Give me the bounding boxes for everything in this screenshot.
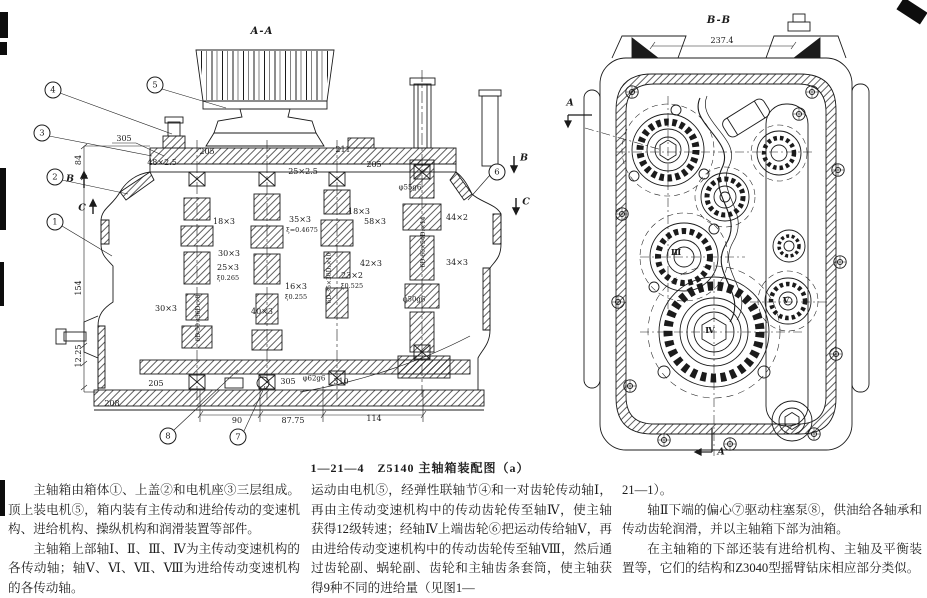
text-column-2 [311,481,612,598]
balloon-callout: 7 [230,429,247,446]
scan-smudge [0,42,7,55]
dimension-label: 40×3 [251,308,273,316]
dimension-label: 208 [104,400,119,408]
dimension-label: 34×3 [446,259,468,267]
dimension-label: 205 [366,161,381,169]
dimension-label: 25×2.5 [288,168,318,176]
figure-caption: 1—21—4 Z5140 主轴箱装配图（a） [190,459,650,476]
dimension-label: 205 [148,380,163,388]
dimension-label: 25×3 [217,264,239,272]
dimension-label: 6D-35×30D₁×10 [327,253,333,304]
dimension-label: 35×3 [289,216,311,224]
dimension-label: 23×2 [341,272,363,280]
paragraph-text: 在主轴箱的下部还装有进给机构、主轴及平衡装置等，它们的结构和Z3040型摇臂钻床相应部分类似。 [622,540,922,579]
dimension-label: 310 [333,378,348,386]
dimension-label: 16×3 [285,283,307,291]
left-section-view [49,50,519,431]
dimension-label: Ⅴ [783,297,790,306]
dimension-label: 114 [366,415,381,423]
dimension-label: Ⅳ [705,327,715,336]
right-plan-view [565,14,869,456]
dimension-label: 6D-60×54D₁×14 [421,217,427,268]
dimension-label: 12.25 [75,345,83,368]
dimension-label: 30×3 [218,250,240,258]
paragraph-text: 主轴箱上部轴Ⅰ、Ⅱ、Ⅲ、Ⅳ为主传动变速机构的各传动轴；轴Ⅴ、Ⅵ、Ⅶ、Ⅷ为进给传动变速机构的各传动轴。 [8,540,300,598]
dimension-label: 305 [116,135,131,143]
dimension-label: 48×2.5 [147,159,177,167]
dimension-label: φ50g6 [403,297,426,304]
text-column-1 [8,481,300,598]
dimension-label: B [520,153,528,163]
paragraph-text: 轴Ⅱ下端的偏心⑦驱动柱塞泵⑧，供油给各轴承和传动齿轮润滑，并以主轴箱下部为油箱。 [622,501,922,540]
dimension-label: ξ0.265 [217,275,239,282]
balloon-callout: 5 [147,77,164,94]
dimension-label: ξ0.255 [285,294,307,301]
dimension-label: 58×3 [364,218,386,226]
dimension-label: 44×2 [446,214,468,222]
dimension-label: Ⅲ [671,249,681,258]
dimension-label: 305 [280,378,295,386]
dimension-label: 154 [75,280,83,295]
dimension-label: C [78,203,86,213]
dimension-label: 30×3 [155,305,177,313]
dimension-label: φ55g6 [399,185,422,192]
dimension-label: 87.75 [282,417,305,425]
balloon-callout: 4 [45,82,62,99]
dimension-label: 211 [335,146,350,154]
dimension-label: 18×3 [348,208,370,216]
balloon-callout: 8 [160,428,177,445]
dimension-label: φ62g6 [303,376,326,383]
dimension-label: B [66,174,74,184]
scan-smudge [0,168,6,230]
text-column-3 [622,481,922,579]
scan-smudge [0,262,4,306]
paragraph-text: 21—1）。 [622,481,922,501]
dimension-label: C [522,197,530,207]
dimension-label: 42×3 [360,260,382,268]
scan-smudge [0,480,5,516]
balloon-callout: 1 [47,214,64,231]
dimension-label: ξ0.525 [341,283,363,290]
dimension-label: A-A [251,27,274,37]
balloon-callout: 2 [47,169,64,186]
paragraph-text: 主轴箱由箱体①、上盖②和电机座③三层组成。顶上装电机⑤，箱内装有主传动和进给传动的变速机构、进给机构、操纵机构和润滑装置等部件。 [8,481,300,540]
dimension-label: A [566,98,573,108]
balloon-callout: 6 [489,164,506,181]
dimension-label: 205 [199,148,214,156]
dimension-label: 18×3 [213,218,235,226]
scan-smudge [0,12,8,38]
dimension-label: A [717,447,724,457]
dimension-label: 90 [232,417,242,425]
balloon-callout: 3 [34,125,51,142]
dimension-label: 6D-30×36D₁×8 [196,294,202,341]
dimension-label: 84 [75,155,83,165]
paragraph-text: 运动由电机⑤，经弹性联轴节④和一对齿轮传动轴Ⅰ，再由主传动变速机构中的传动齿轮传至轴Ⅳ，使主轴获得12级转速；经轴Ⅳ上端齿轮⑥把运动传给轴Ⅴ，再由进给传动变速机构中的传动齿轮传至轴Ⅷ，然后通过齿轮副、蜗轮副、齿轮和主轴齿条套筒，使主轴获得9种不同的进给量（见图1— [311,481,612,598]
dimension-label: 237.4 [711,37,734,45]
dimension-label: ξ=0.4675 [286,227,318,234]
dimension-label: B-B [707,16,731,26]
